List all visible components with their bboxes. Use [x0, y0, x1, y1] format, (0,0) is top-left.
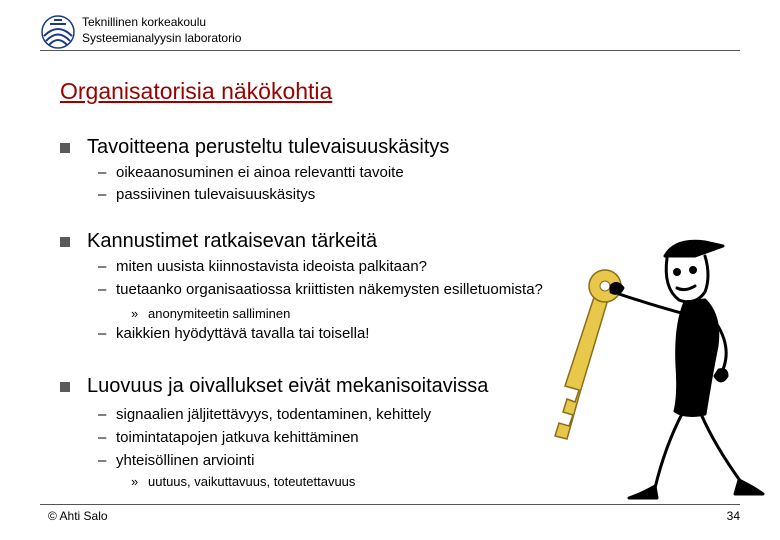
sub-item-text: tuetaanko organisaatiossa kriittisten näkemysten esilletuomista? — [116, 281, 543, 298]
slide-header — [40, 8, 740, 52]
sub-sub-item-text: uutuus, vaikuttavuus, toteutettavuus — [148, 474, 356, 489]
sub-sub-item-text: anonymiteetin salliminen — [148, 306, 291, 321]
dash-marker: – — [98, 164, 107, 181]
dash-marker: – — [98, 325, 107, 342]
sub-marker: » — [131, 306, 139, 321]
dash-marker: – — [98, 258, 107, 275]
sub-marker: » — [131, 474, 139, 489]
dash-marker: – — [98, 452, 107, 469]
dash-marker: – — [98, 406, 107, 423]
page-number: 34 — [726, 509, 740, 523]
sub-item-text: passiivinen tulevaisuuskäsitys — [116, 186, 316, 203]
sub-item-text: miten uusista kiinnostavista ideoista palkitaan? — [116, 258, 428, 275]
bullet-text: Kannustimet ratkaisevan tärkeitä — [87, 230, 378, 252]
key-icon — [555, 270, 621, 439]
square-bullet-icon — [60, 237, 70, 247]
footer-author: © Ahti Salo — [48, 509, 108, 523]
dash-marker: – — [98, 429, 107, 446]
institution-line-1: Teknillinen korkeakoulu — [82, 15, 207, 29]
sub-item-text: oikeaanosuminen ei ainoa relevantti tavoite — [116, 164, 404, 181]
square-bullet-icon — [60, 143, 70, 153]
sub-item-text: yhteisöllinen arviointi — [116, 452, 255, 469]
institution-name — [82, 14, 241, 46]
university-logo-icon — [40, 14, 76, 50]
square-bullet-icon — [60, 382, 70, 392]
sub-item-text: toimintatapojen jatkuva kehittäminen — [116, 429, 359, 446]
slide-title: Organisatorisia näkökohtia — [60, 78, 333, 104]
bullet-text: Tavoitteena perusteltu tulevaisuuskäsitys — [87, 136, 450, 158]
header-divider — [40, 50, 740, 51]
sub-item-text: kaikkien hyödyttävä tavalla tai toisella! — [116, 325, 370, 342]
man-figure — [611, 241, 763, 498]
institution-line-2: Systeemianalyysin laboratorio — [82, 31, 242, 45]
dash-marker: – — [98, 281, 107, 298]
man-holding-key-icon — [545, 236, 767, 506]
dash-marker: – — [98, 186, 107, 203]
footer-divider — [40, 504, 740, 505]
sub-item-text: signaalien jäljitettävyys, todentaminen, kehittely — [116, 406, 432, 423]
bullet-text: Luovuus ja oivallukset eivät mekanisoitavissa — [87, 375, 489, 397]
